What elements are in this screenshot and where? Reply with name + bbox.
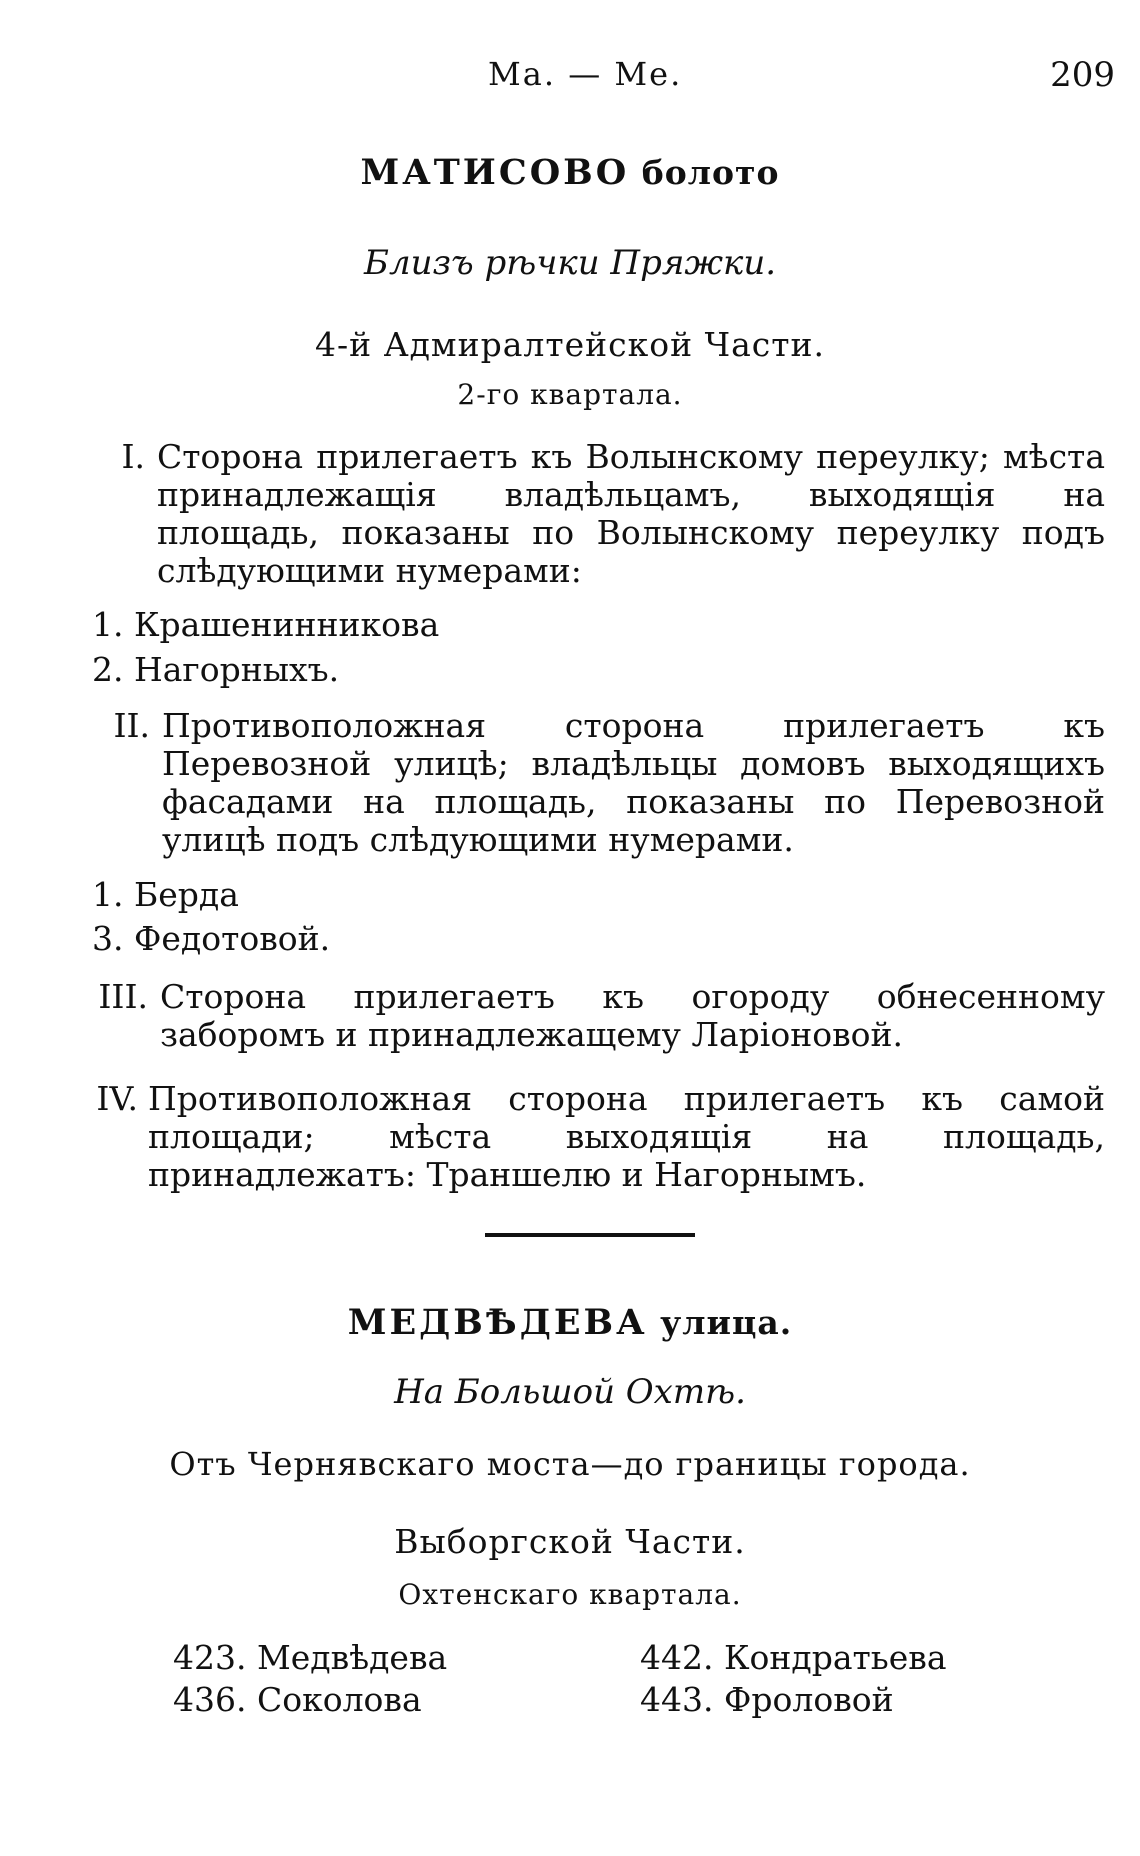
owner-name: Кондратьева [723, 1638, 947, 1677]
paragraph-3-text: Сторона прилегаетъ къ огороду обнесенному заборомъ и принадлежащему Ларіоновой. [160, 977, 1105, 1054]
list-item [640, 1680, 894, 1719]
owner-name: Фроловой [723, 1680, 894, 1719]
section2-title [0, 1302, 1140, 1343]
paragraph-1-number: I. [121, 437, 145, 476]
list-item: 2. Нагорныхъ. [92, 650, 340, 689]
section2-title-rest: улица. [660, 1303, 793, 1342]
section-divider [485, 1233, 695, 1237]
section2-title-caps: МЕДВѢДЕВА [347, 1302, 648, 1343]
paragraph-2-number: II. [113, 706, 150, 745]
paragraph-1 [95, 438, 1105, 598]
paragraph-1-text: Сторона прилегаетъ къ Волынскому переулку; мѣста принадлежащія владѣльцамъ, выходящія на площадь, показаны по Волынскому переулку подъ слѣдующими нумерами: [157, 437, 1105, 590]
owner-number: 442. [640, 1638, 714, 1677]
section1-title-rest: болото [641, 153, 780, 192]
list-item: 1. Берда [92, 875, 239, 914]
list-item [173, 1638, 447, 1677]
running-head [0, 55, 1140, 105]
section1-subtitle: Близъ рѣчки Пряжки. [363, 243, 777, 283]
section2-district: Выборгской Части. [394, 1522, 746, 1561]
section2-subtitle: На Большой Охтѣ. [394, 1372, 746, 1412]
list-item: 3. Федотовой. [92, 919, 331, 958]
paragraph-2-text: Противоположная сторона прилегаетъ къ Перевозной улицѣ; владѣльцы домовъ выходящихъ фасадами на площадь, показаны по Перевозной улицѣ подъ слѣдующими нумерами. [162, 706, 1105, 859]
section1-quarter: 2-го квартала. [457, 378, 683, 411]
list-item [640, 1638, 947, 1677]
section1-district: 4-й Адмиралтейской Части. [314, 325, 825, 364]
paragraph-4-text: Противоположная сторона прилегаетъ къ самой площади; мѣста выходящія на площадь, принадлежатъ: Траншелю и Нагорнымъ. [148, 1079, 1105, 1194]
owner-name: Медвѣдева [256, 1638, 448, 1677]
paragraph-4-number: IV. [96, 1079, 138, 1118]
paragraph-2 [100, 707, 1105, 867]
page-number: 209 [1050, 55, 1115, 95]
list-item [173, 1680, 422, 1719]
paragraph-3-number: III. [98, 977, 148, 1016]
owner-number: 436. [173, 1680, 247, 1719]
section2-range: Отъ Чернявскаго моста—до границы города. [169, 1445, 971, 1483]
owner-number: 423. [173, 1638, 247, 1677]
owner-name: Соколова [256, 1680, 422, 1719]
owner-number: 443. [640, 1680, 714, 1719]
section1-title-caps: МАТИСОВО [360, 152, 630, 193]
paragraph-4 [72, 1080, 1105, 1205]
list-item: 1. Крашенинникова [92, 605, 440, 644]
section1-title [0, 152, 1140, 193]
paragraph-3 [88, 978, 1105, 1063]
section2-quarter: Охтенскаго квартала. [398, 1578, 742, 1611]
running-title: Ма. — Ме. [488, 55, 683, 93]
